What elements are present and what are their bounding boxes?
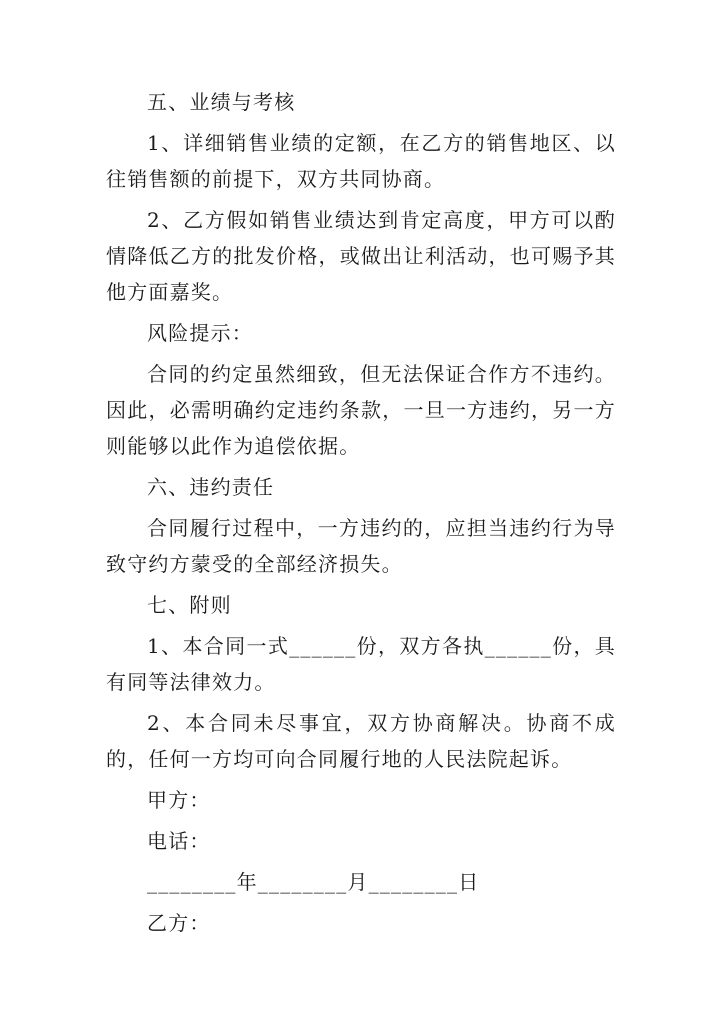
clause-dispute: 2、本合同未尽事宜，双方协商解决。协商不成的，任何一方均可向合同履行地的人民法院起诉。 bbox=[106, 711, 616, 771]
clause-price-adjustment: 2、乙方假如销售业绩达到肯定高度，甲方可以酌情降低乙方的批发价格，或做出让利活动，也可赐予其他方面嘉奖。 bbox=[106, 208, 616, 304]
risk-notice-heading: 风险提示： bbox=[147, 321, 253, 345]
section-heading-performance: 五、业绩与考核 bbox=[147, 90, 296, 114]
clause-copies: 1、本合同一式______份，双方各执______份，具有同等法律效力。 bbox=[106, 634, 616, 694]
party-a-label: 甲方： bbox=[147, 788, 211, 812]
phone-label: 电话： bbox=[147, 829, 211, 853]
clause-liability: 合同履行过程中，一方违约的，应担当违约行为导致守约方蒙受的全部经济损失。 bbox=[106, 516, 616, 576]
section-heading-liability: 六、违约责任 bbox=[147, 475, 275, 499]
risk-notice-text: 合同的约定虽然细致，但无法保证合作方不违约。因此，必需明确约定违约条款，一旦一方违约，另一方则能够以此作为追偿依据。 bbox=[106, 362, 616, 458]
date-line: ________年________月________日 bbox=[147, 870, 480, 894]
clause-sales-quota: 1、详细销售业绩的定额，在乙方的销售地区、以往销售额的前提下，双方共同协商。 bbox=[106, 131, 616, 191]
party-b-label: 乙方： bbox=[147, 911, 211, 935]
document-body bbox=[106, 84, 616, 941]
section-heading-supplementary: 七、附则 bbox=[147, 593, 232, 617]
